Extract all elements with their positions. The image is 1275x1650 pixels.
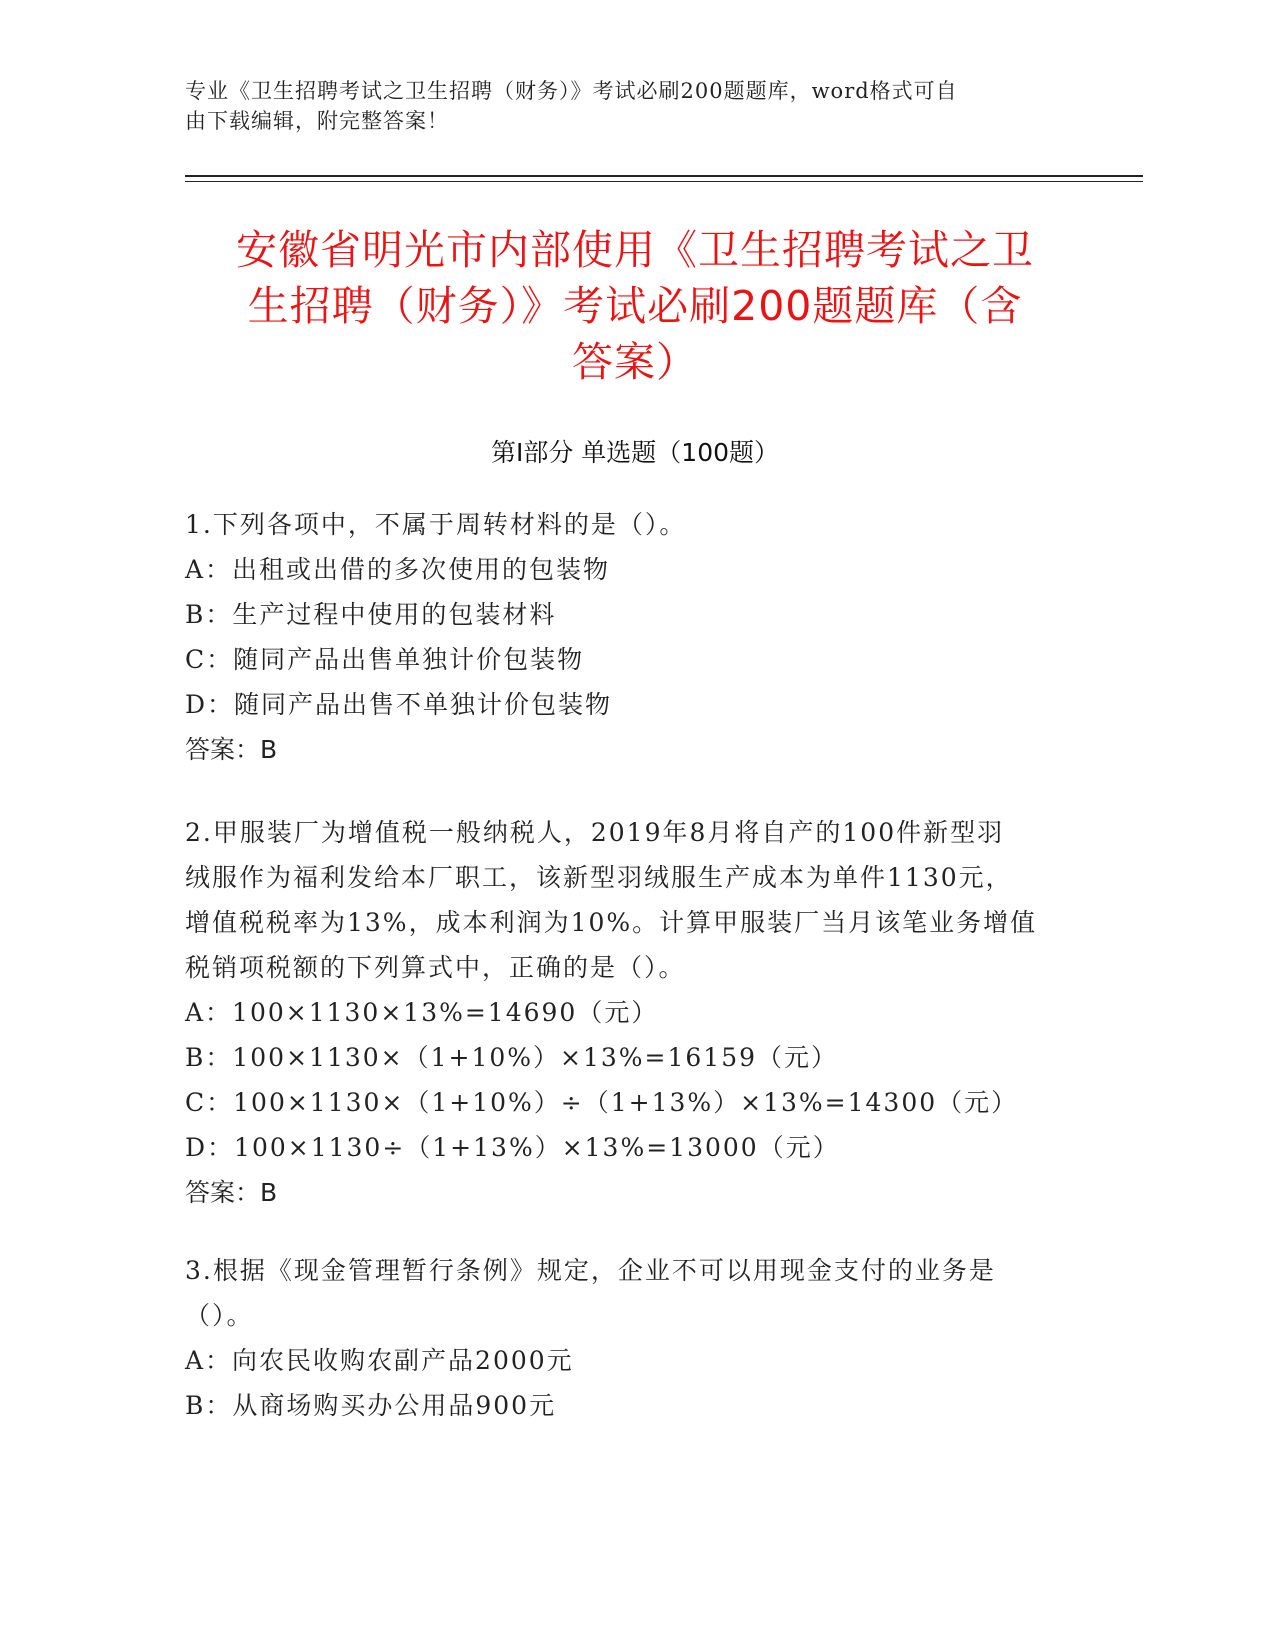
title-line-2: 生招聘（财务）》考试必刷200题题库（含 (247, 282, 1023, 330)
option-d: D：100×1130÷（1+13%）×13%=13000（元） (185, 1133, 840, 1162)
option-c: C：随同产品出售单独计价包装物 (185, 645, 585, 674)
option-a: A：100×1130×13%=14690（元） (185, 998, 659, 1027)
question-stem-line-4: 税销项税额的下列算式中，正确的是（）。 (185, 953, 686, 982)
question-stem-line-3: 增值税税率为13%，成本利润为10%。计算甲服装厂当月该笔业务增值 (185, 908, 1038, 937)
option-a: A：出租或出借的多次使用的包装物 (185, 555, 611, 584)
intro-text (185, 76, 1085, 136)
question-2 (185, 810, 1075, 1215)
option-b: B：从商场购买办公用品900元 (185, 1391, 557, 1420)
option-c: C：100×1130×（1+10%）÷（1+13%）×13%=14300（元） (185, 1088, 1019, 1117)
question-stem-line-1: 3.根据《现金管理暂行条例》规定，企业不可以用现金支付的业务是 (185, 1256, 996, 1285)
answer-text: 答案：B (185, 735, 278, 764)
question-stem: 1.下列各项中，不属于周转材料的是（）。 (185, 510, 687, 539)
question-1 (185, 502, 1075, 772)
intro-line-2: 由下载编辑，附完整答案！ (185, 109, 449, 133)
question-stem-line-1: 2.甲服装厂为增值税一般纳税人，2019年8月将自产的100件新型羽 (185, 818, 1005, 847)
section-heading: 第Ⅰ部分 单选题（100题） (490, 438, 780, 467)
document-title (185, 222, 1085, 390)
intro-line-1: 专业《卫生招聘考试之卫生招聘（财务）》考试必刷200题题库，word格式可自 (185, 79, 958, 103)
option-b: B：生产过程中使用的包装材料 (185, 600, 557, 629)
question-3 (185, 1248, 1075, 1428)
header-divider-thick (185, 175, 1143, 177)
title-line-1: 安徽省明光市内部使用《卫生招聘考试之卫 (236, 226, 1034, 274)
option-b: B：100×1130×（1+10%）×13%=16159（元） (185, 1043, 839, 1072)
title-line-3: 答案） (572, 338, 698, 386)
option-a: A：向农民收购农副产品2000元 (185, 1346, 574, 1375)
question-stem-line-2: （）。 (185, 1301, 254, 1330)
answer-text: 答案：B (185, 1178, 278, 1207)
option-d: D：随同产品出售不单独计价包装物 (185, 690, 613, 719)
question-stem-line-2: 绒服作为福利发给本厂职工，该新型羽绒服生产成本为单件1130元， (185, 863, 1013, 892)
header-divider-thin (185, 181, 1143, 182)
